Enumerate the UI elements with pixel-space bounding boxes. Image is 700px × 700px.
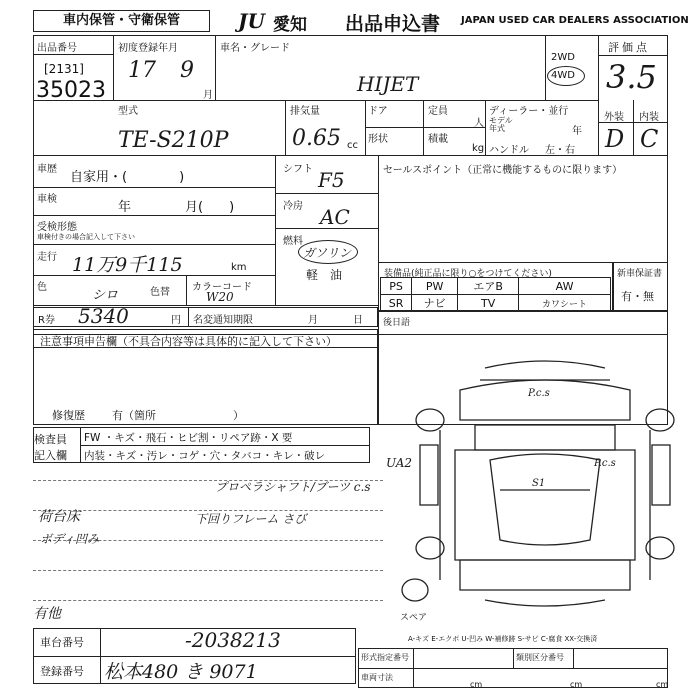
history-label: 車歴 [37, 164, 57, 175]
displacement-unit: cc [347, 140, 358, 151]
divider [275, 155, 276, 305]
cm-1: cm [470, 680, 483, 689]
model-year-label: モデル年式 [489, 116, 513, 133]
inspection-label: 車検 [37, 194, 57, 205]
shape-label: 形状 [368, 134, 388, 145]
divider [33, 187, 275, 188]
equip-airbag: エアB [458, 278, 519, 295]
chassis-label: 車台番号 [40, 636, 84, 649]
reg-month-value: 9 [180, 58, 194, 83]
handwritten-note-5: 有他 [33, 606, 61, 622]
equip-leather: カワシート [519, 295, 611, 312]
storage-title: 車内保管・守衛保管 [33, 10, 210, 32]
writing-line [33, 570, 383, 571]
class-label: 類別区分番号 [516, 653, 564, 662]
damage-legend: A-キズ E-エクボ U-凹み W-補修跡 S-サビ C-腐食 XX-交換済 [408, 635, 598, 643]
warranty-label: 新車保証書 [617, 269, 663, 279]
divider [80, 445, 370, 446]
mileage-unit: km [231, 262, 247, 273]
equip-aw: AW [519, 278, 611, 295]
inspection-month: 月( ) [185, 200, 235, 215]
divider [33, 244, 275, 245]
inspector-label: 検査員 [34, 433, 67, 446]
divider [365, 127, 485, 128]
association-name: JAPAN USED CAR DEALERS ASSOCIATION [461, 15, 689, 26]
drive-4wd: 4WD [551, 70, 575, 81]
equip-ps: PS [381, 278, 412, 295]
equipment-label: 装備品(純正品に限り○をつけてください) [384, 269, 552, 279]
color-code-label: カラーコード [192, 282, 252, 293]
handle-label: ハンドル [489, 145, 529, 156]
reg-no-label: 登録番号 [40, 665, 84, 678]
fuel-circle [298, 240, 358, 264]
color-code-value: W20 [206, 290, 234, 304]
rear-seat-label: 後日語 [383, 318, 411, 328]
color-change-label: 色替 [150, 287, 170, 298]
load-label: 積載 [428, 134, 448, 145]
check-row-2: 内装・キズ・汚レ・コゲ・穴・タバコ・キレ・破レ [84, 450, 326, 462]
notice-label: 名変通知期限 [193, 315, 253, 326]
interior-label: 内装 [639, 112, 659, 123]
capacity-label: 定員 [428, 106, 448, 117]
drive-2wd: 2WD [551, 52, 575, 63]
repair-value: 有（箇所 ） [112, 409, 244, 422]
divider [545, 35, 546, 100]
check-row-1: FW ・キズ・飛石・ヒビ割・リペア跡・X 要 [84, 432, 293, 444]
model-year-unit: 年 [572, 126, 582, 137]
reg-month-unit: 月 [203, 90, 213, 101]
shift-label: シフト [283, 164, 313, 175]
dealer-label: ディーラー・並行 [489, 106, 569, 117]
divider [633, 100, 634, 155]
reg-year-label: 初度登録年月 [118, 43, 178, 54]
history-value: 自家用・( ) [70, 170, 185, 185]
divider [285, 100, 286, 155]
ju-logo: JU [238, 9, 265, 33]
exterior-label: 外装 [604, 112, 624, 123]
name-label: 車名・グレード [220, 43, 290, 54]
diagram-p1: P.c.s [528, 388, 550, 399]
score-value: 3.5 [606, 58, 657, 96]
inspection-year: 年 [118, 200, 132, 215]
fuel-alt: 軽 油 [306, 268, 343, 282]
shift-value: F5 [318, 168, 345, 192]
color-value: シロ [92, 288, 119, 303]
divider [275, 193, 378, 194]
receipt-label: 受検形態 [37, 222, 77, 233]
name-value: HIJET [357, 72, 419, 96]
divider [598, 35, 599, 155]
divider [188, 307, 189, 327]
reg-no-value: 松本480 き 9071 [104, 661, 258, 683]
sales-point-label: セールスポイント（正常に機能するものに限ります） [383, 165, 623, 176]
warranty-value: 有・無 [621, 290, 654, 303]
ac-label: 冷房 [283, 201, 303, 212]
mileage-label: 走行 [37, 252, 57, 263]
divider [513, 648, 514, 668]
dim-label: 車両寸法 [361, 673, 393, 682]
divider [485, 100, 486, 155]
divider [215, 35, 216, 100]
load-unit: kg [472, 143, 485, 154]
diagram-p2: P.c.s [594, 458, 616, 469]
divider [358, 668, 668, 669]
type-value: TE-S210P [118, 128, 229, 153]
equip-navi: ナビ [412, 295, 458, 312]
fuel-label: 燃料 [283, 236, 303, 247]
notice-month: 月 [308, 315, 318, 326]
receipt-note: 車検付きの場合記入して下さい [37, 233, 135, 241]
equip-tv: TV [458, 295, 519, 312]
handwritten-note-4: 下回りフレーム さび [195, 512, 307, 526]
org-name: 愛知 [273, 15, 307, 35]
ac-value: AC [320, 205, 350, 229]
equipment-frame [378, 262, 613, 311]
type-label: 型式 [118, 106, 138, 117]
repair-label: 修復歴 [52, 409, 85, 422]
displacement-label: 排気量 [290, 106, 320, 117]
chassis-value: -2038213 [185, 628, 281, 652]
record-label: 記入欄 [34, 449, 67, 462]
exterior-value: D [605, 125, 625, 153]
divider [113, 35, 114, 100]
divider [186, 275, 187, 305]
lot-sub: [2131] [44, 62, 84, 76]
reg-year-value: 17 [128, 58, 156, 83]
handle-value: 左・右 [545, 145, 575, 156]
handwritten-note-1: プロペラシャフト/ブーツ c.s [215, 480, 371, 494]
writing-line [33, 600, 383, 601]
divider [598, 55, 668, 56]
displacement-value: 0.65 [292, 126, 341, 151]
score-label: 評価点 [608, 41, 650, 54]
capacity-unit: 人 [474, 118, 484, 129]
recycle-unit: 円 [171, 315, 181, 326]
mileage-value: 11万9千115 [72, 254, 183, 276]
spare-label: スペア [400, 613, 428, 623]
cm-3: cm [656, 680, 669, 689]
color-label: 色 [37, 282, 47, 293]
divider [33, 100, 598, 101]
recycle-label: R券 [38, 315, 55, 326]
equip-sr: SR [381, 295, 412, 312]
handwritten-note-2: 荷台床 [38, 509, 80, 525]
fuel-value: ガソリン [303, 246, 352, 260]
door-label: ドア [368, 106, 388, 117]
interior-value: C [640, 125, 659, 153]
drive-circle [547, 66, 585, 86]
lot-number: 35023 [36, 78, 106, 103]
divider [33, 54, 113, 55]
cm-2: cm [570, 680, 583, 689]
divider [573, 648, 574, 668]
notice-day: 日 [353, 315, 363, 326]
recycle-value: 5340 [78, 304, 129, 328]
model-label: 形式指定番号 [361, 653, 409, 662]
caution-label: 注意事項申告欄（不具合内容等は具体的に記入して下さい） [40, 335, 337, 348]
diagram-s1: S1 [532, 478, 546, 489]
divider [100, 628, 101, 684]
handwritten-note-3: ボディ凹み [40, 532, 100, 546]
equip-pw: PW [412, 278, 458, 295]
divider [33, 215, 275, 216]
diagram-ua2: UA2 [386, 456, 413, 470]
lot-label: 出品番号 [37, 43, 77, 54]
doc-title: 出品申込書 [345, 13, 441, 35]
divider [33, 347, 378, 348]
